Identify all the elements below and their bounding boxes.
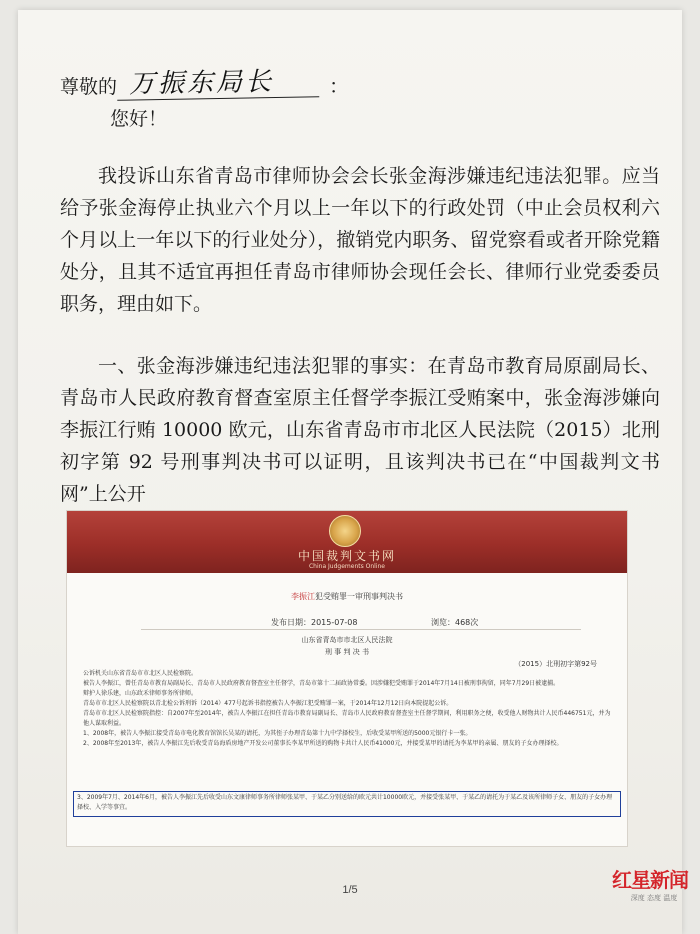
body-line: 青岛市市北区人民检察院以青北检公诉刑诉（2014）477号起诉书指控被告人李振江犯受贿罪一案，于2014年12月12日向本院提起公诉。 — [83, 700, 453, 707]
paragraph-facts: 一、张金海涉嫌违纪违法犯罪的事实：在青岛市教育局原副局长、青岛市人民政府教育督查室原主任督学李振江受贿案中，张金海涉嫌向李振江行贿 10000 欧元，山东省青岛市市北区人民法院（2015）北刑初字第 92 号刑事判决书可以证明，且该判决书已在“中国裁判文书网”上公开 — [60, 355, 660, 505]
case-title-rest: 犯受贿罪一审刑事判决书 — [315, 592, 403, 601]
site-name: 中国裁判文书网 — [297, 549, 396, 563]
view-count: 浏览：468次 — [431, 618, 479, 627]
body-line: 被告人李振江，曾任青岛市教育局副局长、青岛市人民政府教育督查室主任督学，青岛市第十二届政协常委。因涉嫌犯受贿罪于2014年7月14日被刑事拘留，同年7月29日被逮捕。 — [83, 680, 560, 687]
court-document-screenshot — [66, 510, 628, 847]
site-name-en: China Judgements Online — [308, 563, 385, 570]
salutation-line — [60, 68, 349, 99]
body-line: 青岛市市北区人民检察院指控：自2007年至2014年，被告人李振江在担任青岛市教育局副局长、青岛市人民政府教育督查室主任督学期间，利用职务之便，收受他人财物共计人民币446751元，并为他人谋取利益。 — [83, 710, 611, 727]
case-number: （2015）北刑初字第92号 — [514, 660, 597, 668]
case-title — [67, 591, 627, 602]
court-emblem-icon — [329, 515, 361, 547]
site-banner — [67, 511, 627, 573]
salutation-colon: ： — [329, 74, 350, 98]
document-type: 刑 事 判 决 书 — [325, 648, 369, 656]
salutation-prefix: 尊敬的 — [60, 76, 118, 98]
body-line: 2、2008年至2013年，被告人李振江先后收受青岛海盾房地产开发公司董事长李某甲所送的购物卡共计人民币41000元，并接受某甲的请托为李某甲的亲属、朋友的子女办理择校。 — [83, 740, 563, 747]
handwritten-recipient: 万振东局长 — [117, 66, 320, 101]
meta-row — [141, 615, 581, 630]
court-name: 山东省青岛市市北区人民法院 — [301, 636, 393, 644]
highlighted-paragraph: 3、2009年7月、2014年6月，被告人李振江先后收受山东文康律师事务所律师张某甲、于某乙分别送给的欧元共计10000欧元，并接受张某甲、于某乙的请托为于某乙及该所律师子女、朋友的子女办理择校、入学等事宜。 — [73, 791, 621, 817]
watermark-logo: 红星新闻 — [612, 868, 688, 892]
watermark-tagline: 深度 态度 温度 — [630, 894, 678, 902]
body-line: 1、2008年，被告人李振江接受青岛市电化教育馆馆长吴某的请托，为其侄子办理青岛第十九中学择校生，后收受某甲所送的5000元银行卡一张。 — [83, 730, 472, 737]
letter-page — [18, 10, 682, 934]
greeting: 您好！ — [110, 108, 168, 130]
page-number: 1/5 — [342, 884, 358, 896]
paragraph-complaint: 我投诉山东省青岛市律师协会会长张金海涉嫌违纪违法犯罪。应当给予张金海停止执业六个月以上一年以下的行政处罚（中止会员权利六个月以上一年以下的行业处分），撤销党内职务、留党察看或者开除党籍处分，且其不适宜再担任青岛市律师协会现任会长、律师行业党委委员职务，理由如下。 — [60, 165, 660, 315]
publish-date: 发布日期：2015-07-08 — [271, 618, 358, 627]
case-title-name: 李振江 — [291, 592, 315, 601]
news-watermark — [612, 864, 696, 922]
body-line: 辩护人徐乐建，山东政禾律师事务所律师。 — [83, 690, 198, 697]
body-line: 公诉机关山东省青岛市市北区人民检察院。 — [83, 670, 198, 677]
document-body — [83, 669, 611, 749]
